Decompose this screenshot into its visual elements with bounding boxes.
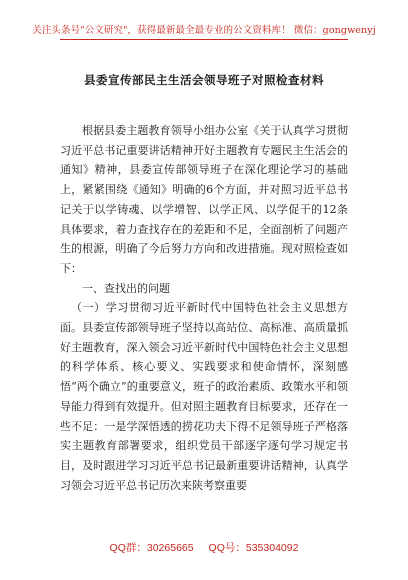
footer-qq-number: QQ号：535304092: [208, 542, 299, 554]
section-heading: 一、查找出的问题: [82, 281, 170, 295]
header-banner: 关注头条号"公文研究"，获得最新最全最专业的公文资料库！ 微信：gongwenyj: [32, 25, 376, 36]
document-title: 县委宣传部民主生活会领导班子对照检查材料: [84, 73, 324, 87]
intro-paragraph: 根据县委主题教育领导小组办公室《关于认真学习贯彻习近平总书记重要讲话精神开好主题教育专题民主生活会的通知》精神，县委宣传部领导班子在深化理论学习的基础上，紧紧围绕《通知》明确的6个方面，并对照习近平总书记关于以学铸魂、以学增智、以学正风、以学促干的12条具体要求，着力查找存在的差距和不足，全面剖析了问题产生的根源，明确了今后努力方向和改进措施。现对照检查如下：: [60, 124, 348, 275]
header-divider: [60, 39, 348, 40]
section-item-paragraph: （一）学习贯彻习近平新时代中国特色社会主义思想方面。县委宣传部领导班子坚持以高站位、高标准、高质量抓好主题教育，深入领会习近平新时代中国特色社会主义思想的科学体系、核心要义、实践要求和使命情怀，深刻感悟“两个确立”的重要意义，班子的政治素质、政策水平和领导能力得到有效提升。但对照主题教育目标要求，还存在一些不足：一是学深悟透的捞花功夫下得不足领导班子严格落实主题教育部署要求，组织党员干部逐字逐句学习规定书目，及时跟进学习习近平总书记最新重要讲话精神，认真学习领会习近平总书记历次来陕考察重要: [60, 301, 348, 492]
footer-qq-group: QQ群：30265665: [109, 542, 194, 554]
footer-contact: [0, 540, 408, 555]
document-body: [60, 60, 348, 495]
